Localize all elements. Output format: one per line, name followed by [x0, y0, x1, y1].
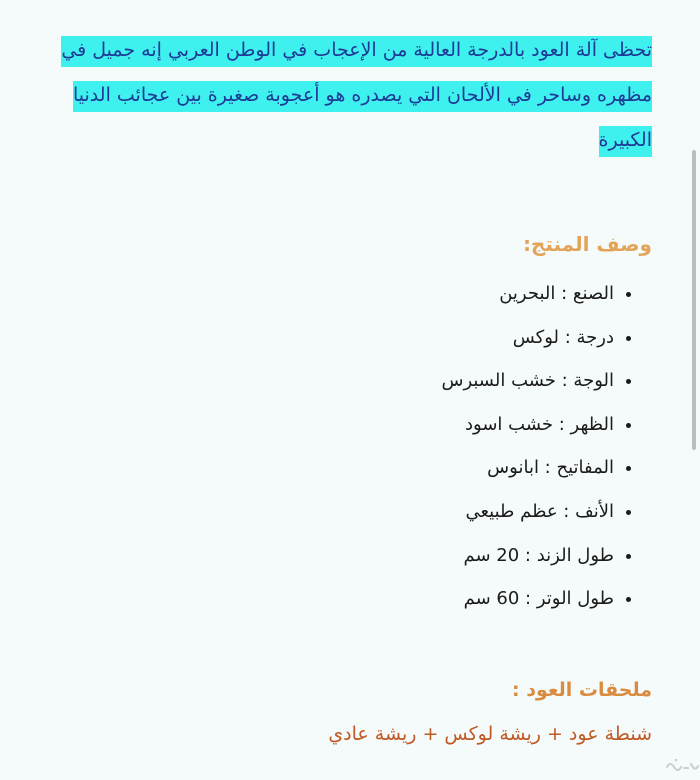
haraj-watermark-logo: [664, 756, 700, 776]
vertical-scrollbar[interactable]: [692, 150, 696, 450]
spec-item-keys: • المفاتيح : ابانوس: [441, 452, 614, 496]
product-spec-list: [441, 278, 652, 627]
spec-item-neck-length: • طول الزند : 20 سم: [441, 540, 614, 584]
spec-item-face: • الوجة : خشب السبرس: [441, 365, 614, 409]
accessories-title: ملحقات العود :: [512, 679, 652, 701]
spec-item-grade: • درجة : لوكس: [441, 322, 614, 366]
intro-highlighted-text: تحظى آلة العود بالدرجة العالية من الإعجاب في الوطن العربي إنه جميل في مظهره وساحر في الألحان التي يصدره هو أعجوبة صغيرة بين عجائب الدنيا الكبيرة: [61, 36, 652, 157]
accessories-list: شنطة عود + ريشة لوكس + ريشة عادي: [328, 723, 652, 745]
spec-item-string-length: • طول الوتر : 60 سم: [441, 583, 614, 627]
intro-paragraph: [52, 28, 652, 163]
spec-item-back: • الظهر : خشب اسود: [441, 409, 614, 453]
watermark-glyph: [664, 756, 700, 776]
spec-item-nose: • الأنف : عظم طبيعي: [441, 496, 614, 540]
product-description-title: وصف المنتج:: [522, 232, 652, 256]
spec-item-origin: • الصنع : البحرين: [441, 278, 614, 322]
